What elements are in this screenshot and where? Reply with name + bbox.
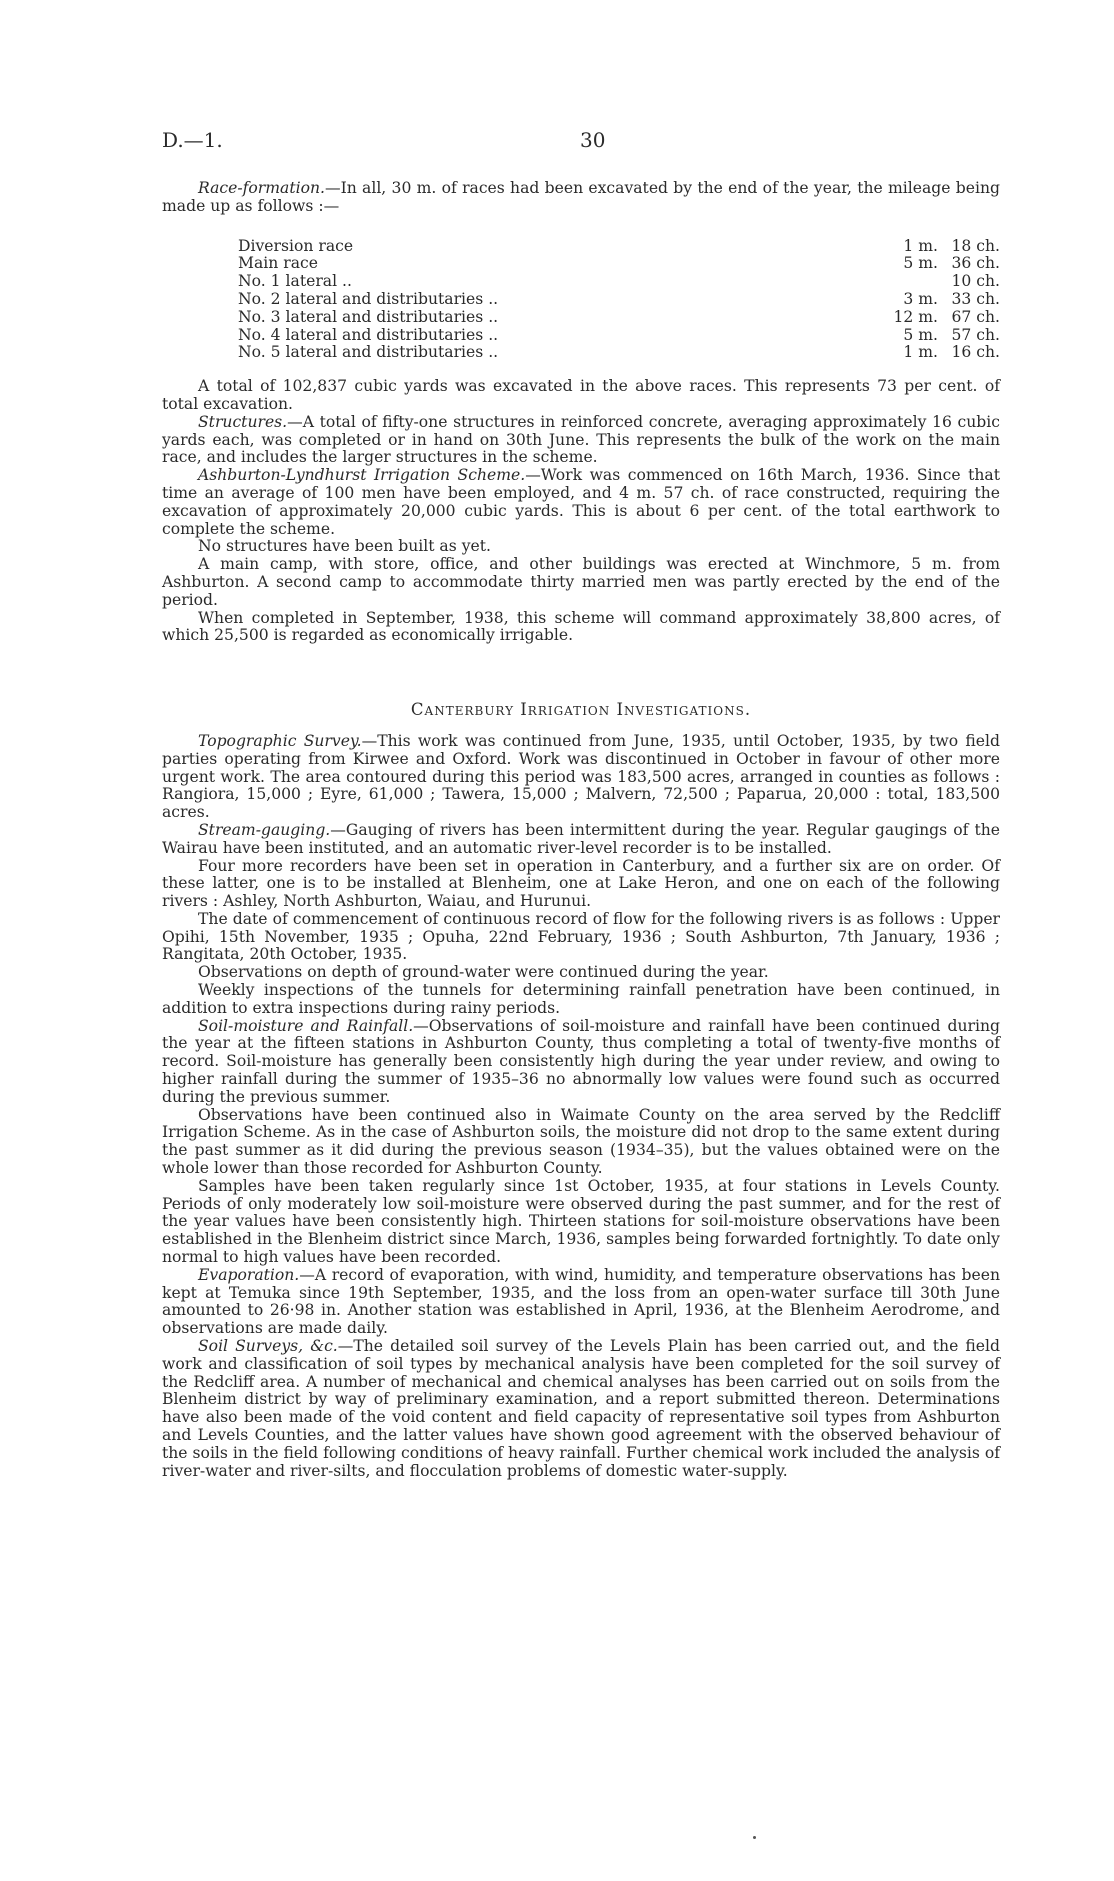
- race-chains: 36 ch.: [951, 254, 1000, 273]
- ashburton-structures-paragraph: No structures have been built as yet.: [198, 537, 491, 556]
- race-miles: 5 m.: [903, 325, 938, 344]
- stream-gauging-heading: Stream-gauging.: [198, 820, 331, 839]
- race-table-row: [238, 255, 1000, 273]
- race-miles: 1 m.: [903, 236, 938, 255]
- topographic-text: —This work was continued from June, 1935, until October, 1935, by two field parties operating from Kirwee and Oxford. Work was discontinued in October in favour of other more urgent work. The area contoured during this period was 183,500 acres, arranged in counties as follows : Rangiora, 15,000 ; Eyre, 61,000 ; Tawera, 15,000 ; Malvern, 72,500 ; Paparua, 20,000 : total, 183,500 acres.: [162, 731, 1000, 822]
- page-number: 30: [580, 128, 606, 152]
- soil-moisture-paragraph: [162, 1018, 1000, 1107]
- race-name: No. 4 lateral and distributaries ..: [238, 325, 499, 344]
- topographic-paragraph: [162, 733, 1000, 822]
- ashburton-heading: Ashburton-Lyndhurst Irrigation Scheme.: [198, 466, 526, 485]
- soil-surveys-heading: Soil Surveys, &c.: [198, 1337, 338, 1356]
- stream-gauging-paragraph: [162, 822, 1000, 858]
- race-miles: 1 m.: [903, 343, 938, 362]
- race-table-row: [238, 273, 1000, 291]
- structures-text: —A total of fifty-one structures in reinforced concrete, averaging approximately 16 cubic yards each, was completed or in hand on 30th June. This represents the bulk of the work on the main race, and includes the larger structures in the scheme.: [162, 412, 1000, 467]
- structures-heading: Structures.: [198, 412, 288, 431]
- race-formation-intro: —In all, 30 m. of races had been excavated by the end of the year, the mileage being made up as follows :—: [162, 179, 1000, 215]
- race-formation-paragraph: [162, 180, 1000, 216]
- evaporation-heading: Evaporation.: [198, 1265, 300, 1284]
- race-table-row: [238, 344, 1000, 362]
- race-miles: [878, 273, 944, 291]
- tunnels-paragraph: Weekly inspections of the tunnels for determining rainfall penetration have been continued, in addition to extra inspections during rainy periods.: [162, 981, 1000, 1017]
- section-title: Canterbury Irrigation Investigations.: [410, 700, 752, 720]
- ashburton-camp-paragraph: A main camp, with store, office, and other buildings was erected at Winchmore, 5 m. from Ashburton. A second camp to accommodate thirty married men was partly erected by the end of the period.: [162, 555, 1000, 609]
- soil-moisture-heading: Soil-moisture and Rainfall.: [198, 1016, 414, 1035]
- race-miles: 3 m.: [903, 289, 938, 308]
- race-table-row: [238, 291, 1000, 309]
- race-total-paragraph: A total of 102,837 cubic yards was excavated in the above races. This represents 73 per cent. of total excavation.: [162, 377, 1000, 413]
- race-table-row: [238, 327, 1000, 345]
- race-chains: 67 ch.: [951, 307, 1000, 326]
- page-body: [162, 180, 1000, 1480]
- evaporation-text: —A record of evaporation, with wind, humidity, and temperature observations has been kept at Temuka since 19th September, 1935, and the loss from an open-water surface till 30th June amounted to 26·98 in. Another station was established in April, 1936, at the Blenheim Aerodrome, and observations are made daily.: [162, 1265, 1000, 1338]
- race-chains: 10 ch.: [951, 272, 1000, 291]
- evaporation-paragraph: [162, 1267, 1000, 1338]
- race-chains: 16 ch.: [951, 343, 1000, 362]
- race-chains: 33 ch.: [951, 289, 1000, 308]
- soil-surveys-paragraph: [162, 1338, 1000, 1480]
- race-table-row: [238, 238, 1000, 256]
- soil-moisture-text: —Observations of soil-moisture and rainfall have been continued during the year at the fifteen stations in Ashburton County, thus completing a total of twenty-five months of record. Soil-moisture has generally been consistently high during the year under review, and owing to higher rainfall during the summer of 1935–36 no abnormally low values were found such as occurred during the previous summer.: [162, 1016, 1000, 1106]
- race-name: No. 2 lateral and distributaries ..: [238, 289, 499, 308]
- document-reference: D.—1.: [162, 128, 223, 152]
- race-name: No. 5 lateral and distributaries ..: [238, 343, 499, 362]
- soil-surveys-text: —The detailed soil survey of the Levels Plain has been carried out, and the field work and classification of soil types by mechanical analysis have been completed for the soil survey of the Redcliff area. A number of mechanical and chemical analyses has been carried out on soils from the Blenheim district by way of preliminary examination, and a report submitted thereon. Determinations have also been made of the void content and field capacity of representative soil types from Ashburton and Levels Counties, and the latter values have shown good agreement with the observed behaviour of the soils in the field following conditions of heavy rainfall. Further chemical work included the analysis of river-water and river-silts, and flocculation problems of domestic water-supply.: [162, 1337, 1000, 1480]
- race-name: No. 1 lateral ..: [238, 272, 352, 291]
- race-chains: 57 ch.: [951, 325, 1000, 344]
- race-name: No. 3 lateral and distributaries ..: [238, 307, 499, 326]
- race-chains: 18 ch.: [951, 236, 1000, 255]
- samples-paragraph: Samples have been taken regularly since 1st October, 1935, at four stations in Levels County. Periods of only moderately low soil-moisture were observed during the past summer, and for the rest of the year values have been consistently high. Thirteen stations for soil-moisture observations have been established in the Blenheim district since March, 1936, samples being forwarded fortnightly. To date only normal to high values have been recorded.: [162, 1176, 1000, 1267]
- page-header: [162, 128, 1000, 158]
- waimate-paragraph: Observations have been continued also in Waimate County on the area served by the Redcliff Irrigation Scheme. As in the case of Ashburton soils, the moisture did not drop to the same extent during the past summer as it did during the previous season (1934–35), but the values obtained were on the whole lower than those recorded for Ashburton County.: [162, 1105, 1000, 1178]
- race-table-row: [238, 309, 1000, 327]
- race-miles: 12 m.: [893, 307, 938, 326]
- ashburton-text: —Work was commenced on 16th March, 1936. Since that time an average of 100 men have been employed, and 4 m. 57 ch. of race constructed, requiring the excavation of approximately 20,000 cubic yards. This is about 6 per cent. of the total earthwork to complete the scheme.: [162, 466, 1000, 538]
- topographic-heading: Topographic Survey.: [198, 731, 362, 750]
- race-table: [238, 238, 1000, 363]
- ashburton-paragraph: [162, 467, 1000, 538]
- recorders-paragraph: Four more recorders have been set in operation in Canterbury, and a further six are on order. Of these latter, one is to be installed at Blenheim, one at Lake Heron, and one on each of the following rivers : Ashley, North Ashburton, Waiau, and Hurunui.: [162, 856, 1000, 911]
- river-dates-paragraph: The date of commencement of continuous record of flow for the following rivers is as follows : Upper Opihi, 15th November, 1935 ; Opuha, 22nd February, 1936 ; South Ashburton, 7th January, 1936 ; Rangitata, 20th October, 1935.: [162, 909, 1000, 964]
- race-miles: 5 m.: [903, 254, 938, 273]
- race-name: Main race: [238, 254, 318, 273]
- stream-gauging-text: —Gauging of rivers has been intermittent during the year. Regular gaugings of the Wairau have been instituted, and an automatic river-level recorder is to be installed.: [162, 820, 1000, 857]
- race-formation-heading: Race-formation.: [198, 179, 325, 197]
- race-name: Diversion race: [238, 236, 354, 255]
- structures-paragraph: [162, 414, 1000, 467]
- ashburton-completion-paragraph: When completed in September, 1938, this scheme will command approximately 38,800 acres, of which 25,500 is regarded as economically irrigable.: [162, 608, 1000, 645]
- page-speck: [753, 1836, 756, 1839]
- groundwater-paragraph: Observations on depth of ground-water were continued during the year.: [198, 963, 769, 982]
